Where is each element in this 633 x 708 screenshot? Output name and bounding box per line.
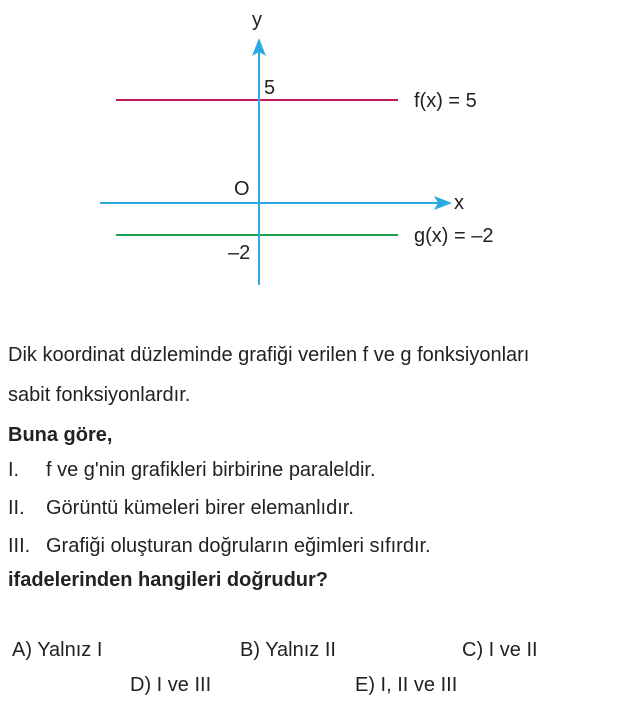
tick-label-minus-2: –2 xyxy=(228,242,251,264)
option-a[interactable]: A) Yalnız I xyxy=(12,639,103,661)
statement-3 xyxy=(8,535,431,558)
statement-text: Görüntü kümeleri birer elemanlıdır. xyxy=(46,497,354,519)
statement-text: f ve g'nin grafikleri birbirine paraleldir. xyxy=(46,459,376,481)
statement-text: Grafiği oluşturan doğruların eğimleri sıfırdır. xyxy=(46,535,431,557)
option-b[interactable]: B) Yalnız II xyxy=(240,639,336,661)
f-line-label: f(x) = 5 xyxy=(414,90,477,112)
question-stem-line-1: Dik koordinat düzleminde grafiği verilen f ve g fonksiyonları xyxy=(8,344,530,366)
statement-number: I. xyxy=(8,459,20,481)
option-c[interactable]: C) I ve II xyxy=(462,639,538,661)
option-d[interactable]: D) I ve III xyxy=(130,674,212,696)
question-stem-line-2: sabit fonksiyonlardır. xyxy=(8,384,191,406)
origin-label: O xyxy=(234,178,250,200)
statement-number: III. xyxy=(8,535,31,557)
statement-2 xyxy=(8,497,354,520)
question-lead: Buna göre, xyxy=(8,424,113,446)
coordinate-graph xyxy=(0,0,633,300)
g-line-label: g(x) = –2 xyxy=(414,225,494,247)
y-axis-label: y xyxy=(252,9,262,31)
tick-label-5: 5 xyxy=(264,77,276,99)
statement-number: II. xyxy=(8,497,25,519)
option-e[interactable]: E) I, II ve III xyxy=(355,674,458,696)
question-prompt: ifadelerinden hangileri doğrudur? xyxy=(8,569,329,591)
x-axis-label: x xyxy=(454,192,464,214)
statement-1 xyxy=(8,459,376,482)
